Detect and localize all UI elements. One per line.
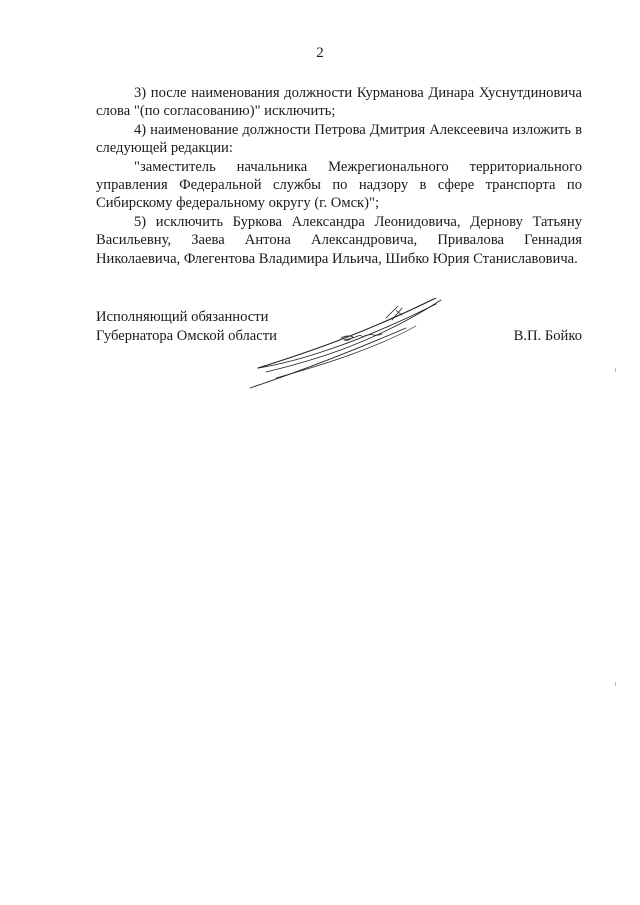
handwritten-signature [246, 298, 456, 398]
signature-block [96, 308, 582, 403]
paragraph-item-5: 5) исключить Буркова Александра Леонидовича, Дернову Татьяну Васильевну, Заева Антона Александровича, Привалова Геннадия Николаевича, Флегентова Владимира Ильича, Шибко Юрия Станиславовича. [96, 213, 582, 267]
signatory-title-line2: Губернатора Омской области [96, 328, 277, 344]
scan-edge-mark [615, 682, 616, 686]
paragraph-item-4-quote: "заместитель начальника Межрегионального территориального управления Федеральной службы по надзору в сфере транспорта по Сибирскому федеральному округу (г. Омск)"; [96, 158, 582, 212]
signatory-title-line1: Исполняющий обязанности [96, 309, 269, 325]
document-body [96, 84, 582, 268]
page-number: 2 [316, 45, 324, 61]
scan-edge-mark [615, 368, 616, 372]
signatory-name: В.П. Бойко [513, 328, 582, 344]
paragraph-item-4: 4) наименование должности Петрова Дмитрия Алексеевича изложить в следующей редакции: [96, 121, 582, 157]
paragraph-item-3: 3) после наименования должности Курманова Динара Хуснутдиновича слова "(по согласованию)" исключить; [96, 85, 582, 120]
